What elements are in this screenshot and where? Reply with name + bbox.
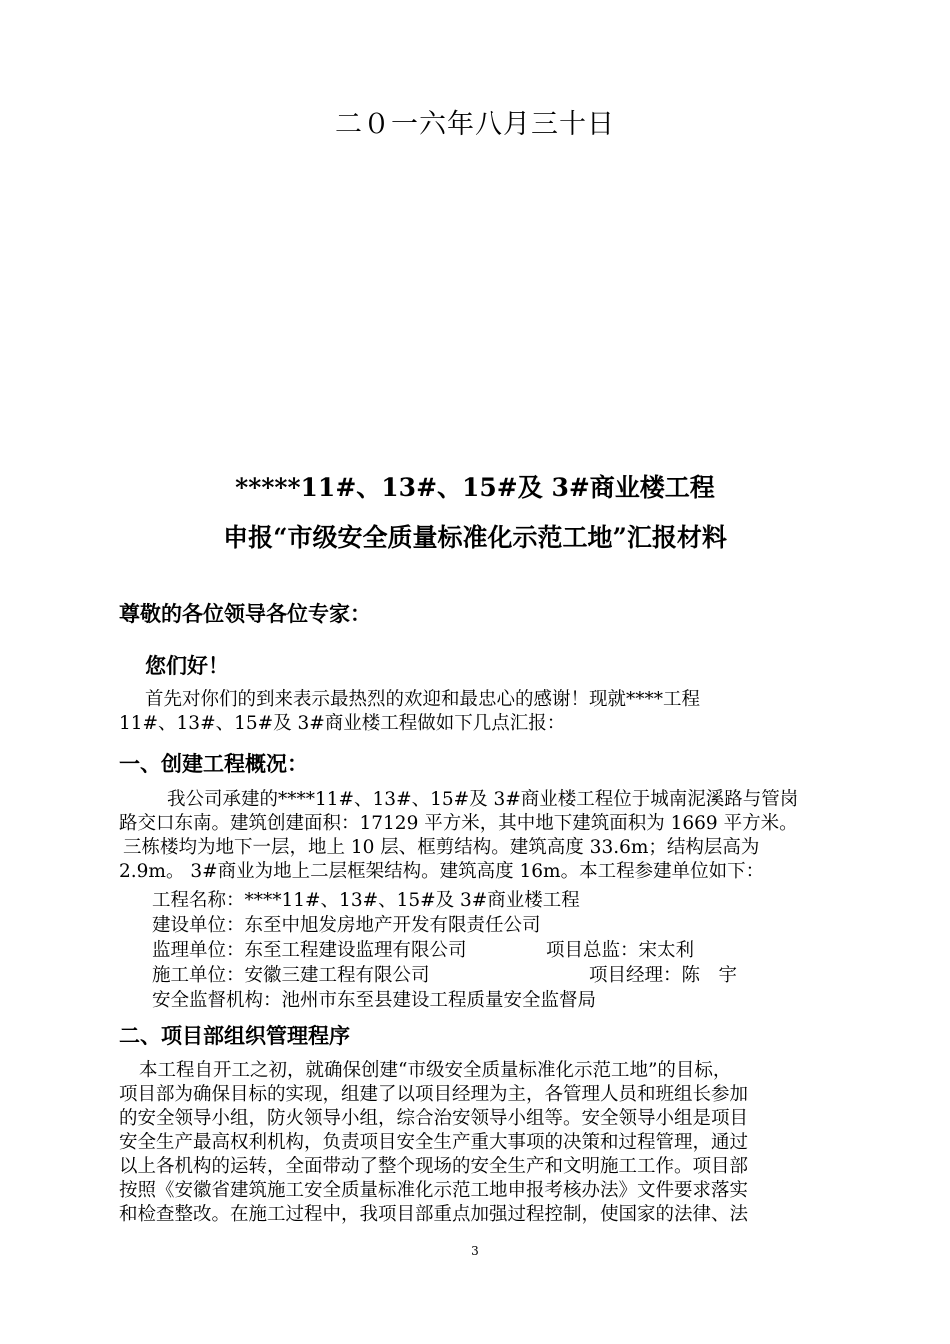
salutation: 尊敬的各位领导各位专家： xyxy=(119,601,371,626)
developer-row xyxy=(152,911,541,937)
info-label: 施工单位： xyxy=(152,965,245,986)
section2-heading: 二、项目部组织管理程序 xyxy=(119,1023,350,1048)
info-label: 安全监督机构： xyxy=(152,990,282,1011)
section2-line: 的安全领导小组，防火领导小组，综合治安领导小组等。安全领导小组是项目 xyxy=(119,1108,749,1129)
info-label: 项目总监： xyxy=(546,940,639,961)
page-number: 3 xyxy=(471,1244,479,1258)
section1-line: 我公司承建的****11#、13#、15#及 3#商业楼工程位于城南泥溪路与管岗 xyxy=(167,789,799,810)
safety-authority-row xyxy=(152,986,596,1012)
info-value: 池州市东至县建设工程质量安全监督局 xyxy=(281,990,597,1011)
section1-heading: 一、创建工程概况： xyxy=(119,751,308,776)
info-label: 项目经理： xyxy=(589,965,682,986)
section2-paragraph xyxy=(119,1059,748,1227)
report-title-line1: *****11#、13#、15#及 3#商业楼工程 xyxy=(235,473,715,502)
project-name-row xyxy=(152,886,580,912)
supervisor-row xyxy=(152,936,467,962)
intro-line: 首先对你们的到来表示最热烈的欢迎和最忠心的感谢！现就****工程 xyxy=(145,689,701,710)
section2-line: 以上各机构的运转，全面带动了整个现场的安全生产和文明施工工作。项目部 xyxy=(119,1156,749,1177)
section2-line: 和检查整改。在施工过程中，我项目部重点加强过程控制，使国家的法律、法 xyxy=(119,1204,749,1225)
section1-line: 2.9m。 3#商业为地上二层框架结构。建筑高度 16m。本工程参建单位如下： xyxy=(119,861,765,882)
section1-line: 路交口东南。建筑创建面积：17129 平方米，其中地下建筑面积为 1669 平方米。 xyxy=(119,813,798,834)
document-date: 二０一六年八月三十日 xyxy=(335,109,615,140)
info-value: 东至中旭发房地产开发有限责任公司 xyxy=(244,915,541,936)
info-value: 安徽三建工程有限公司 xyxy=(244,965,430,986)
contractor-row xyxy=(152,961,430,987)
section2-line: 按照《安徽省建筑施工安全质量标准化示范工地申报考核办法》文件要求落实 xyxy=(119,1180,749,1201)
info-label: 工程名称： xyxy=(152,890,245,911)
section2-line: 项目部为确保目标的实现，组建了以项目经理为主，各管理人员和班组长参加 xyxy=(119,1084,749,1105)
greeting: 您们好！ xyxy=(145,653,229,678)
section1-line: 三栋楼均为地下一层，地上 10 层、框剪结构。建筑高度 33.6m；结构层高为 xyxy=(123,837,760,858)
intro-line: 11#、13#、15#及 3#商业楼工程做如下几点汇报： xyxy=(119,713,566,734)
section2-line: 本工程自开工之初，就确保创建“市级安全质量标准化示范工地”的目标， xyxy=(139,1060,732,1081)
intro-paragraph xyxy=(119,688,700,736)
info-value: 陈 宇 xyxy=(681,965,738,986)
chief-supervisor-row xyxy=(546,936,694,962)
project-manager-row xyxy=(589,961,737,987)
info-value: 东至工程建设监理有限公司 xyxy=(244,940,467,961)
info-label: 监理单位： xyxy=(152,940,245,961)
section1-paragraph xyxy=(119,788,798,884)
info-value: 宋太利 xyxy=(638,940,695,961)
section2-line: 安全生产最高权利机构，负责项目安全生产重大事项的决策和过程管理，通过 xyxy=(119,1132,749,1153)
report-title-line2: 申报“市级安全质量标准化示范工地”汇报材料 xyxy=(223,523,727,552)
info-value: ****11#、13#、15#及 3#商业楼工程 xyxy=(244,890,580,911)
info-label: 建设单位： xyxy=(152,915,245,936)
